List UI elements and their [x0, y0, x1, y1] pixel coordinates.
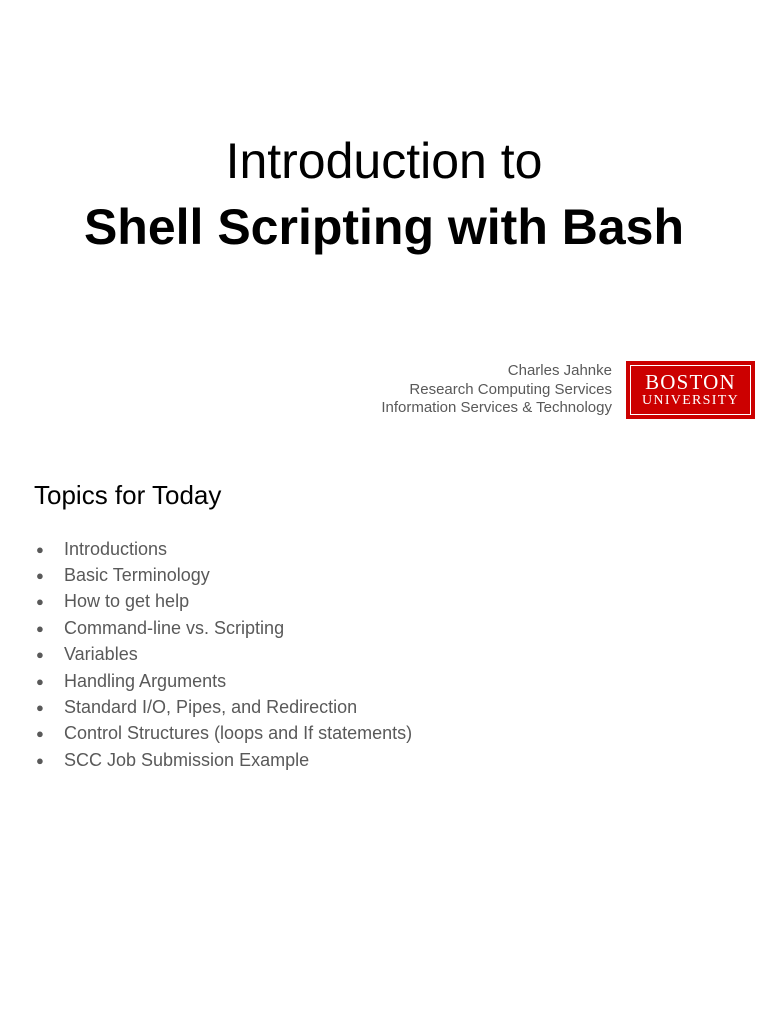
- topic-item: [34, 721, 412, 747]
- topic-text: Standard I/O, Pipes, and Redirection: [64, 697, 358, 718]
- topic-item: [34, 642, 412, 668]
- bullet-icon: ●: [36, 568, 44, 584]
- topic-text: Control Structures (loops and If statements): [64, 723, 413, 744]
- topic-text: SCC Job Submission Example: [64, 749, 310, 770]
- logo-word-boston: BOSTON: [645, 370, 736, 394]
- author-block: [381, 362, 612, 418]
- topics-list: [34, 536, 412, 774]
- bullet-icon: ●: [36, 700, 44, 716]
- topic-text: Variables: [64, 644, 138, 665]
- topic-item: [34, 589, 412, 615]
- topic-text: Basic Terminology: [64, 565, 210, 586]
- topic-item: [34, 536, 412, 562]
- topic-item: [34, 694, 412, 720]
- logo-word-university: UNIVERSITY: [642, 393, 739, 408]
- topic-item: [34, 615, 412, 641]
- bullet-icon: ●: [36, 541, 44, 557]
- topic-item: [34, 668, 412, 694]
- boston-university-logo: [626, 361, 755, 419]
- topic-item: [34, 562, 412, 588]
- bullet-icon: ●: [36, 726, 44, 742]
- topic-text: Introductions: [64, 538, 168, 559]
- bullet-icon: ●: [36, 594, 44, 610]
- author-organization: Information Services & Technology: [381, 399, 612, 416]
- author-name: Charles Jahnke: [507, 362, 612, 379]
- bullet-icon: ●: [36, 620, 44, 636]
- topic-text: How to get help: [64, 591, 190, 612]
- topic-text: Handling Arguments: [64, 670, 227, 691]
- author-department: Research Computing Services: [409, 380, 612, 398]
- bullet-icon: ●: [36, 752, 44, 768]
- title-line-1: Introduction to: [225, 133, 543, 189]
- bullet-icon: ●: [36, 673, 44, 689]
- topic-text: Command-line vs. Scripting: [64, 617, 285, 638]
- topic-item: [34, 747, 412, 773]
- logo-inner-frame: [630, 365, 751, 415]
- topics-heading: Topics for Today: [34, 480, 222, 510]
- title-block: [0, 128, 768, 260]
- bullet-icon: ●: [36, 647, 44, 663]
- title-line-2: Shell Scripting with Bash: [83, 199, 685, 255]
